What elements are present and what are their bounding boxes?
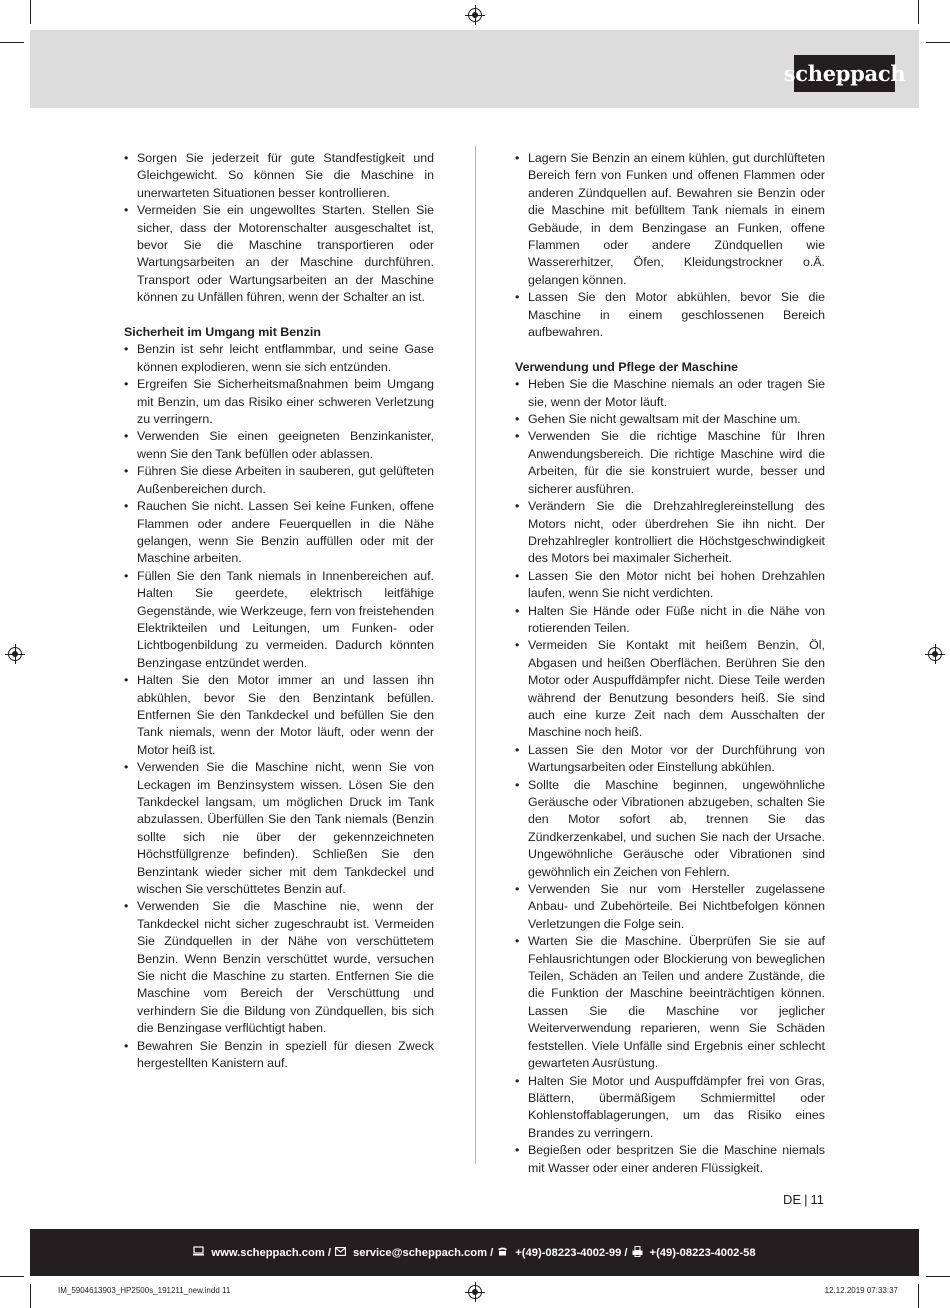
registration-mark-icon <box>468 8 482 22</box>
list-item: • Heben Sie die Maschine niemals an oder tragen Sie sie, wenn der Motor läuft. <box>515 376 825 411</box>
list-item: • Vermeiden Sie ein ungewolltes Starten. Stellen Sie sicher, dass der Motorenschalter ausgeschaltet ist, bevor Sie die Maschine transportieren oder Wartungsarbeiten an der Maschine durchführen. Transport oder Wartungsarbeiten an der Maschine können zu Unfällen führen, wenn der Schalter an ist. <box>124 202 434 306</box>
section-heading: Sicherheit im Umgang mit Benzin <box>124 325 321 340</box>
list-item: • Warten Sie die Maschine. Überprüfen Sie sie auf Fehlausrichtungen oder Blockierung von beweglichen Teilen, Schäden an Teilen und andere Zustände, die die Funktion der Maschine beeinträchtigen können. Lassen Sie die Maschine vor jeglicher Weiterverwendung reparieren, wenn Sie Schäden feststellen. Viele Unfälle sind Ergebnis einer schlecht gewarteten Ausrüstung. <box>515 933 825 1072</box>
right-column <box>515 150 825 1177</box>
slug-filename: IM_5904613903_HP2500s_191211_new.indd 11 <box>58 1286 231 1295</box>
fax-number: +(49)-08223-4002-58 <box>649 1246 756 1259</box>
website-link[interactable]: www.scheppach.com / <box>211 1246 331 1259</box>
page-number-separator: | <box>804 1192 808 1207</box>
list-item: • Vermeiden Sie Kontakt mit heißem Benzin, Öl, Abgasen und heißen Oberflächen. Berühren Sie den Motor oder Auspuffdämpfer nicht. Diese Teile werden während der Benutzung besonders heiß. Sie sind auch eine kurze Zeit nach dem Ausschalten der Maschine noch heiß. <box>515 637 825 741</box>
footer-contact-band <box>30 1229 919 1276</box>
list-item: • Halten Sie den Motor immer an und lassen ihn abkühlen, bevor Sie den Benzintank befüllen. Entfernen Sie den Tankdeckel und befüllen Sie den Tank niemals, wenn der Motor läuft, oder wenn der Motor heiß ist. <box>124 672 434 759</box>
list-item: • Lassen Sie den Motor nicht bei hohen Drehzahlen laufen, wenn Sie nicht verdichten. <box>515 568 825 603</box>
list-item: • Lassen Sie den Motor vor der Durchführung von Wartungsarbeiten oder Einstellung abkühlen. <box>515 742 825 777</box>
language-code: DE <box>783 1192 802 1207</box>
phone-number: +(49)-08223-4002-99 / <box>515 1246 628 1259</box>
list-item: • Verwenden Sie die Maschine nie, wenn der Tankdeckel nicht sicher zugeschraubt ist. Vermeiden Sie Zündquellen in der Nähe von verschüttetem Benzin. Wenn Benzin verschüttet wurde, versuchen Sie nicht die Maschine zu starten. Entfernen Sie die Maschine vom Bereich der Verschüttung und verhindern Sie die Bildung von Zündquellen, bis sich die Benzingase verflüchtigt haben. <box>124 898 434 1037</box>
list-item: • Rauchen Sie nicht. Lassen Sei keine Funken, offene Flammen oder andere Feuerquellen in die Nähe gelangen, wenn Sie Benzin auffüllen oder mit der Maschine arbeiten. <box>124 498 434 568</box>
list-item: • Bewahren Sie Benzin in speziell für diesen Zweck hergestellten Kanistern auf. <box>124 1038 434 1073</box>
list-item: • Füllen Sie den Tank niemals in Innenbereichen auf. Halten Sie geerdete, elektrisch leitfähige Gegenstände, wie Werkzeuge, fern von freistehenden Elektrikteilen und Leitungen, um Funken- oder Lichtbogenbildung zu vermeiden. Dadurch könnten Benzingase entzündet werden. <box>124 568 434 672</box>
intro-bullet-list <box>515 150 825 341</box>
slug-datetime: 12.12.2019 07:33:37 <box>824 1286 898 1295</box>
computer-icon <box>193 1246 204 1259</box>
list-item: • Verwenden Sie die Maschine nicht, wenn Sie von Leckagen im Benzinsystem wissen. Lösen Sie den Tankdeckel langsam, um möglichen Druck im Tank abzulassen. Überfüllen Sie den Tank niemals (Benzin sollte sich nie über der gekennzeichneten Höchstfüllgrenze befinden). Schließen Sie den Benzintank wieder sicher mit dem Tankdeckel und wischen Sie verschüttetes Benzin auf. <box>124 759 434 898</box>
list-item: • Ergreifen Sie Sicherheitsmaßnahmen beim Umgang mit Benzin, um das Risiko einer schweren Verletzung zu verringern. <box>124 376 434 428</box>
list-item: • Halten Sie Motor und Auspuffdämpfer frei von Gras, Blättern, übermäßigem Schmiermittel oder Kohlenstoffablagerungen, um das Risiko eines Brandes zu verringern. <box>515 1073 825 1143</box>
intro-bullet-list <box>124 150 434 307</box>
left-column <box>124 150 434 1073</box>
scheppach-logo <box>783 55 906 92</box>
logo-text: scheppach <box>783 61 906 86</box>
list-item: • Sorgen Sie jederzeit für gute Standfestigkeit und Gleichgewicht. So können Sie die Maschine in unerwarteten Situationen besser kontrollieren. <box>124 150 434 202</box>
page-number-value: 11 <box>810 1192 824 1207</box>
email-link[interactable]: service@scheppach.com / <box>353 1246 494 1259</box>
list-item: • Benzin ist sehr leicht entflammbar, und seine Gase können explodieren, wenn sie sich entzünden. <box>124 341 434 376</box>
section-heading: Verwendung und Pflege der Maschine <box>515 359 739 374</box>
page-number <box>783 1192 824 1207</box>
column-divider <box>475 146 476 1164</box>
list-item: • Verändern Sie die Drehzahlreglereinstellung des Motors nicht, oder überdrehen Sie ihn nicht. Der Drehzahlregler kontrolliert die Höchstgeschwindigkeit des Motors bei maximaler Sicherheit. <box>515 498 825 568</box>
list-item: • Verwenden Sie nur vom Hersteller zugelassene Anbau- und Zubehörteile. Bei Nichtbefolgen können Verletzungen die Folge sein. <box>515 881 825 933</box>
list-item: • Führen Sie diese Arbeiten in sauberen, gut gelüfteten Außenbereichen durch. <box>124 463 434 498</box>
list-item: • Halten Sie Hände oder Füße nicht in die Nähe von rotierenden Teilen. <box>515 603 825 638</box>
section-bullet-list <box>515 376 825 1177</box>
list-item: • Sollte die Maschine beginnen, ungewöhnliche Geräusche oder Vibrationen abzugeben, schalten Sie den Motor sofort ab, trennen Sie das Zündkerzenkabel, und suchen Sie nach der Ursache. Ungewöhnliche Geräusche oder Vibrationen sind gewöhnlich ein Zeichen von Fehlern. <box>515 777 825 881</box>
list-item: • Lagern Sie Benzin an einem kühlen, gut durchlüfteten Bereich fern von Funken und offenen Flammen oder anderen Zündquellen auf. Bewahren sie Benzin oder die Maschine mit befülltem Tank niemals in einem Gebäude, in dem Benzingase an Funken, offene Flammen oder andere Zündquellen wie Wassererhitzer, Öfen, Kleidungstrockner o.Ä. gelangen können. <box>515 150 825 289</box>
section-bullet-list <box>124 341 434 1072</box>
registration-mark-icon <box>8 647 22 661</box>
list-item: • Gehen Sie nicht gewaltsam mit der Maschine um. <box>515 411 825 428</box>
fax-icon <box>632 1246 643 1260</box>
list-item: • Verwenden Sie einen geeigneten Benzinkanister, wenn Sie den Tank befüllen oder ablassen. <box>124 428 434 463</box>
list-item: • Verwenden Sie die richtige Maschine für Ihren Anwendungsbereich. Die richtige Maschine wird die Arbeiten, für die sie konstruiert wurde, besser und sicherer ausführen. <box>515 428 825 498</box>
registration-mark-icon <box>928 647 942 661</box>
list-item: • Lassen Sie den Motor abkühlen, bevor Sie die Maschine in einem geschlossenen Bereich aufbewahren. <box>515 289 825 341</box>
registration-mark-icon <box>468 1285 482 1299</box>
mail-icon <box>335 1247 346 1259</box>
list-item: • Begießen oder bespritzen Sie die Maschine niemals mit Wasser oder einer anderen Flüssigkeit. <box>515 1142 825 1177</box>
phone-icon <box>497 1246 508 1259</box>
